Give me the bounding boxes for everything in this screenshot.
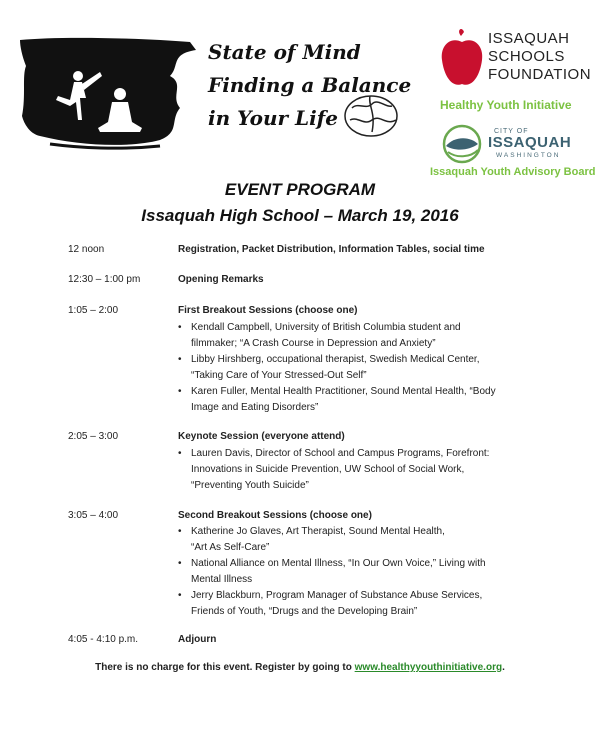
schedule-time: 4:05 - 4:10 p.m. [68,634,139,645]
list-item: • Kendall Campbell, University of British Columbia student and filmmaker; “A Crash Course in Depression and Anxiety” [178,322,461,349]
list-item: • Katherine Jo Glaves, Art Therapist, Sound Mental Health, “Art As Self-Care” [178,526,445,553]
schedule-time: 12:30 – 1:00 pm [68,274,141,285]
registration-end: . [502,662,505,673]
session-list [178,524,538,620]
city-state-label: WASHINGTON [496,152,561,159]
list-item: • Lauren Davis, Director of School and Campus Programs, Forefront: Innovations in Suicide Prevention, UW School of Social Work, “Preventing Youth Suicide” [178,448,490,491]
registration-link[interactable]: www.healthyyouthinitiative.org [354,662,503,673]
foundation-name-line-2: SCHOOLS [488,48,565,65]
header-banner [20,36,410,152]
session-list [178,320,538,416]
schedule-time: 1:05 – 2:00 [68,305,119,316]
city-name-label: ISSAQUAH [488,134,572,151]
tagline-line-3: in Your Life [208,106,339,130]
schedule-time: 3:05 – 4:00 [68,510,119,521]
city-of-label: CITY OF [494,128,529,135]
schedule-time: 12 noon [68,244,105,255]
tagline-line-1: State of Mind [208,40,361,64]
registration-note [0,662,600,673]
schedule-title: First Breakout Sessions (choose one) [178,305,358,316]
schedule-title: Second Breakout Sessions (choose one) [178,510,372,521]
foundation-name-line-3: FOUNDATION [488,66,592,83]
salmon-emblem-icon [440,124,486,164]
event-location-date: Issaquah High School – March 19, 2016 [141,206,459,225]
brain-icon [345,96,397,136]
city-of-issaquah-logo [438,122,588,166]
youth-advisory-board-label: Issaquah Youth Advisory Board [430,166,596,178]
event-program-title: EVENT PROGRAM [224,180,376,199]
apple-icon [438,28,484,90]
schools-foundation-logo [436,28,592,120]
schedule-title: Opening Remarks [178,274,264,285]
tagline-line-2: Finding a Balance [208,73,412,97]
list-item: • Libby Hirshberg, occupational therapist, Swedish Medical Center, “Taking Care of Your Stressed-Out Self” [178,354,480,381]
list-item: • Karen Fuller, Mental Health Practitioner, Sound Mental Health, “Body Image and Eating Disorders” [178,386,496,413]
foundation-name-line-1: ISSAQUAH [488,30,570,47]
registration-text: There is no charge for this event. Register by going to [95,662,355,673]
schedule-title: Adjourn [178,634,217,645]
list-item: • National Alliance on Mental Illness, “In Our Own Voice,” Living with Mental Illness [178,558,486,585]
schedule-title: Keynote Session (everyone attend) [178,431,345,442]
session-list [178,446,538,494]
schedule-title: Registration, Packet Distribution, Information Tables, social time [178,244,485,255]
list-item: • Jerry Blackburn, Program Manager of Substance Abuse Services, Friends of Youth, “Drugs and the Developing Brain” [178,590,483,617]
schedule-time: 2:05 – 3:00 [68,431,119,442]
healthy-youth-initiative-label: Healthy Youth Initiative [440,98,572,112]
